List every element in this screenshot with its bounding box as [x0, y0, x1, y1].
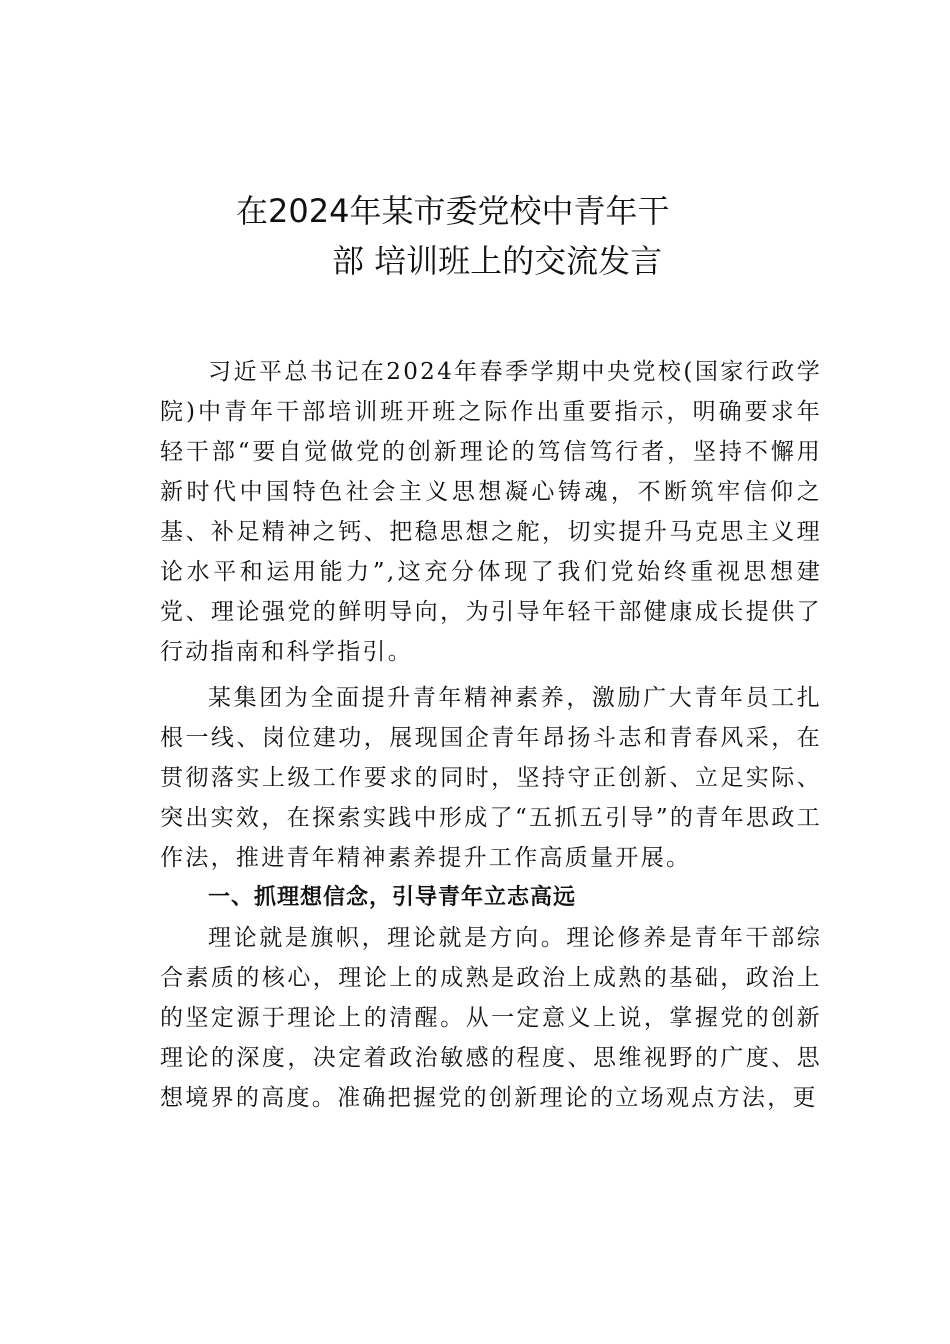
paragraph-theory: 理论就是旗帜，理论就是方向。理论修养是青年干部综合素质的核心，理论上的成熟是政治上成熟的基础，政治上的坚定源于理论上的清醒。从一定意义上说，掌握党的创新理论的深度，决定着政治敏感的程度、思维视野的广度、思想境界的高度。准确把握党的创新理论的立场观点方法，更 [160, 925, 822, 1111]
paragraph-group: 某集团为全面提升青年精神素养，激励广大青年员工扎根一线、岗位建功，展现国企青年昂扬斗志和青春风采，在贯彻落实上级工作要求的同时，坚持守正创新、立足实际、突出实效，在探索实践中形成了“五抓五引导”的青年思政工作法，推进青年精神素养提升工作高质量开展。 [160, 685, 822, 871]
title-line-2: 部 培训班上的交流发言 [332, 242, 663, 280]
title-line-1: 在2024年某市委党校中青年干 [236, 192, 670, 230]
section-heading-1: 一、抓理想信念，引导青年立志高远 [208, 885, 577, 910]
document-title [160, 186, 820, 286]
document-body [160, 352, 822, 1118]
paragraph-intro: 习近平总书记在2024年春季学期中央党校(国家行政学院)中青年干部培训班开班之际作出重要指示，明确要求年轻干部“要自觉做党的创新理论的笃信笃行者，坚持不懈用新时代中国特色社会主义思想凝心铸魂，不断筑牢信仰之基、补足精神之钙、把稳思想之舵，切实提升马克思主义理论水平和运用能力”,这充分体现了我们党始终重视思想建党、理论强党的鲜明导向，为引导年轻干部健康成长提供了行动指南和科学指引。 [160, 359, 822, 665]
